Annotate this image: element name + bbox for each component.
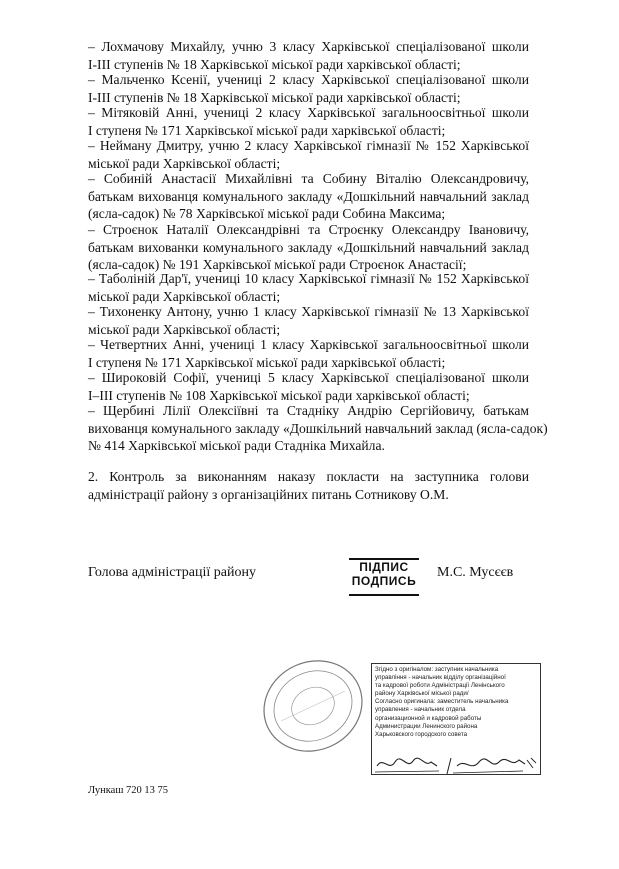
paragraph-line: – Собиній Анастасії Михайлівні та Собину Віталію Олександровичу,: [88, 171, 529, 186]
copy-cert-line: Согласно оригинала: заместитель начальника: [375, 698, 509, 706]
paragraph-line: – Щербині Лілії Олексіївні та Стадніку Андрію Сергійовичу, батькам: [88, 403, 529, 418]
paragraph-line: № 414 Харківської міської ради Стадніка Михайла.: [88, 438, 385, 454]
paragraph-line: (ясла-садок) № 191 Харківської міської ради Строєнок Анастасії;: [88, 257, 467, 273]
round-seal: [258, 651, 368, 761]
copy-cert-line: управления - начальник отдела: [375, 706, 466, 714]
paragraph-malchenko: [88, 71, 529, 106]
signature-stamp: [349, 558, 419, 596]
signature-stamp-line-1: ПІДПИС: [359, 560, 409, 574]
paragraph-control: [88, 468, 529, 503]
copy-cert-line: Згідно з оригіналом: заступник начальника: [375, 666, 499, 673]
paragraph-shyrokova: [88, 369, 529, 404]
paragraph-line: І ступеня № 171 Харківської міської ради харківської області;: [88, 354, 446, 370]
paragraph-line: – Тихоненку Антону, учню 1 класу Харківської гімназії № 13 Харківської: [88, 304, 529, 319]
copy-cert-line: району Харківської міської ради/: [375, 690, 469, 698]
paragraph-line: 2. Контроль за виконанням наказу покласти на заступника голови: [88, 469, 529, 484]
copy-cert-line: управління - начальник відділу організаційної: [375, 674, 506, 682]
paragraph-shcherbyna: [88, 402, 548, 455]
paragraph-line: – Четвертних Анні, учениці 1 класу Харківської загальноосвітньої школи: [88, 337, 529, 352]
paragraph-line: батькам вихованки комунального закладу «Дошкільний навчальний заклад: [88, 239, 529, 255]
paragraph-line: міської ради Харківської області;: [88, 288, 281, 304]
paragraph-sobina: [88, 170, 529, 223]
signatory-name: М.С. Мусєєв: [437, 565, 514, 580]
paragraph-line: – Строєнок Наталії Олександрівні та Строєнку Олександру Івановичу,: [88, 222, 529, 237]
paragraph-lokhmachov: [88, 38, 529, 73]
paragraph-line: міської ради Харківської області;: [88, 321, 281, 337]
paragraph-line: – Таболіній Дар'ї, учениці 10 класу Харківської гімназії № 152 Харківської: [88, 271, 529, 286]
footer-contact: Лункаш 720 13 75: [88, 785, 169, 796]
paragraph-mitiakova: [88, 104, 529, 139]
paragraph-neiman: [88, 137, 529, 172]
copy-cert-line: организационной и кадровой работы: [375, 714, 482, 722]
paragraph-line: – Широковій Софії, учениці 5 класу Харківської спеціалізованої школи: [88, 370, 529, 385]
paragraph-line: – Мітяковій Анні, учениці 2 класу Харківської загальноосвітньої школи: [88, 105, 529, 120]
copy-cert-line: та кадрової роботи Адміністрації Ленінського: [375, 682, 505, 690]
paragraph-line: (ясла-садок) № 78 Харківської міської ради Собина Максима;: [88, 206, 446, 222]
paragraph-line: І-ІІІ ступенів № 18 Харківської міської ради харківської області;: [88, 56, 461, 72]
copy-cert-line: Администрации Ленинского района: [375, 722, 478, 730]
signatory-position: Голова адміністрації району: [88, 565, 256, 580]
copy-cert-line: Харьковского городского совета: [375, 730, 468, 738]
paragraph-line: І ступеня № 171 Харківської міської ради харківської області;: [88, 122, 446, 138]
paragraph-line: – Мальченко Ксенії, учениці 2 класу Харківської спеціалізованої школи: [88, 72, 529, 87]
handwritten-signatures: [373, 752, 541, 778]
paragraph-stroienok: [88, 221, 529, 274]
paragraph-line: міської ради Харківської області;: [88, 155, 281, 171]
paragraph-line: – Нейману Дмитру, учню 2 класу Харківської гімназії № 152 Харківської: [88, 138, 529, 153]
paragraph-tykhonenko: [88, 303, 529, 338]
paragraph-line: вихованця комунального закладу «Дошкільний навчальний заклад (ясла-садок): [88, 420, 548, 436]
paragraph-line: адміністрації району з організаційних питань Сотникову О.М.: [88, 486, 449, 502]
paragraph-line: – Лохмачову Михайлу, учню 3 класу Харківської спеціалізованої школи: [88, 39, 529, 54]
paragraph-line: І–ІІІ ступенів № 108 Харківської міської ради харківської області;: [88, 387, 470, 403]
paragraph-line: І-ІІІ ступенів № 18 Харківської міської ради харківської області;: [88, 89, 461, 105]
signature-stamp-line-2: ПОДПИСЬ: [351, 574, 417, 588]
paragraph-line: батькам вихованця комунального закладу «Дошкільний навчальний заклад: [88, 188, 529, 204]
paragraph-tabolinii: [88, 270, 529, 305]
paragraph-chetvertnykh: [88, 336, 529, 371]
